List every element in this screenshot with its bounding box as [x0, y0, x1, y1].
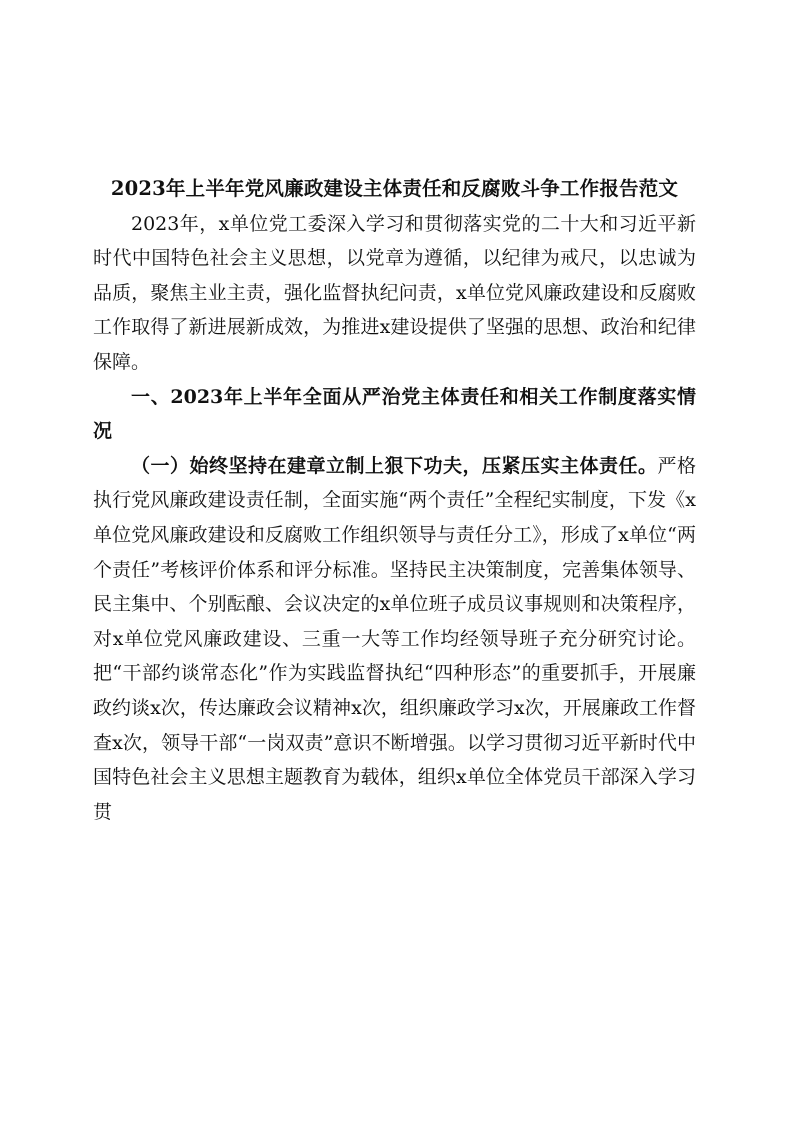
- intro-paragraph: 2023年，x单位党工委深入学习和贯彻落实党的二十大和习近平新时代中国特色社会主义思想，以党章为遵循，以纪律为戒尺，以忠诚为品质，聚焦主业主责，强化监督执纪问责，x单位党风廉政建设和反腐败工作取得了新进展新成效，为推进x建设提供了坚强的思想、政治和纪律保障。: [93, 212, 696, 373]
- document-title: 2023年上半年党风廉政建设主体责任和反腐败斗争工作报告范文: [110, 177, 679, 200]
- subsection-body: 严格执行党风廉政建设责任制，全面实施“两个责任”全程纪实制度，下发《x单位党风廉政建设和反腐败工作组织领导与责任分工》，形成了x单位“两个责任”考核评价体系和评分标准。坚持民主决策制度，完善集体领导、民主集中、个别酝酿、会议决定的x单位班子成员议事规则和决策程序，对x单位党风廉政建设、三重一大等工作均经领导班子充分研究讨论。把“干部约谈常态化”作为实践监督执纪“四种形态”的重要抓手，开展廉政约谈x次，传达廉政会议精神x次，组织廉政学习x次，开展廉政工作督查x次，领导干部“一岗双责”意识不断增强。以学习贯彻习近平新时代中国特色社会主义思想主题教育为载体，组织x单位全体党员干部深入学习贯: [93, 454, 696, 823]
- subsection-lead: （一）始终坚持在建章立制上狠下功夫，压紧压实主体责任。: [131, 454, 658, 477]
- subsection-paragraph: [93, 449, 696, 830]
- document-body: [93, 172, 696, 829]
- section-heading: 一、2023年上半年全面从严治党主体责任和相关工作制度落实情况: [93, 385, 696, 443]
